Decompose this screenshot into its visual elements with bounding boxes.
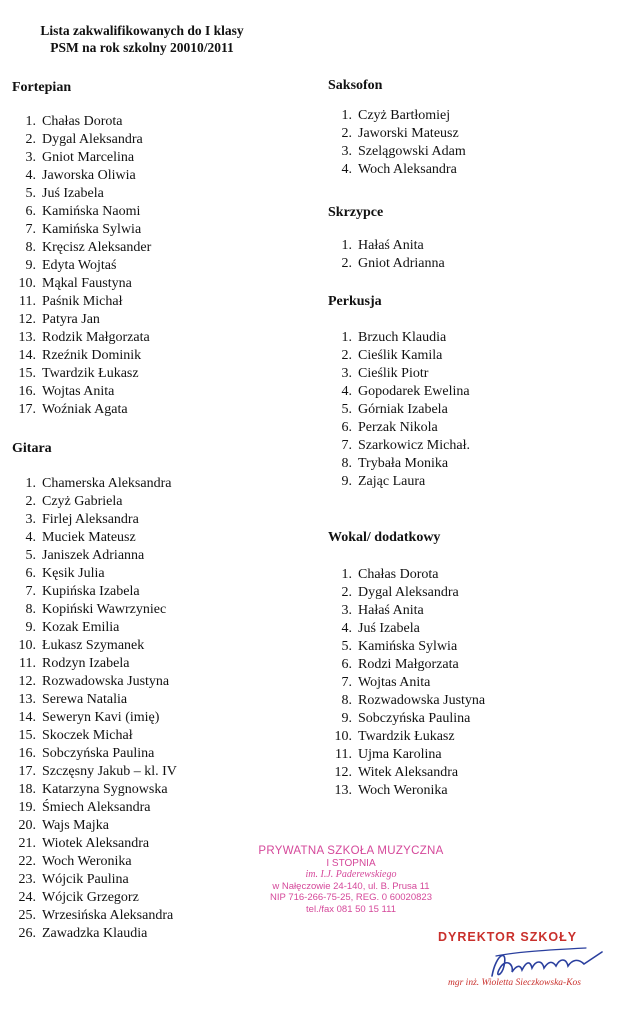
list-item-number: 1. <box>25 476 36 491</box>
stamp-patron: im. I.J. Paderewskiego <box>305 869 397 880</box>
list-item-name: Trybała Monika <box>358 456 449 471</box>
list-item-number: 13. <box>334 783 352 798</box>
list-item-number: 4. <box>25 168 36 183</box>
list-item <box>12 871 177 889</box>
list-item-name: Szczęsny Jakub – kl. IV <box>42 764 177 779</box>
list-item <box>328 710 485 728</box>
list-item <box>12 925 177 943</box>
list-item <box>328 746 485 764</box>
list-item-number: 18. <box>18 782 36 797</box>
list-item <box>12 383 151 401</box>
stamp-phone: tel./fax 081 50 15 111 <box>306 903 396 915</box>
list-item <box>12 853 177 871</box>
list-item-name: Kamińska Naomi <box>42 204 141 219</box>
list-item <box>328 161 466 179</box>
list-item <box>328 782 485 800</box>
list-item-number: 15. <box>18 366 36 381</box>
list-item <box>12 655 177 673</box>
list-item-number: 12. <box>18 312 36 327</box>
list-item <box>12 817 177 835</box>
list-item-name: Hałaś Anita <box>358 603 424 618</box>
list-item-name: Kopiński Wawrzyniec <box>42 602 167 617</box>
list-item <box>12 221 151 239</box>
list-item <box>12 799 177 817</box>
list-item-number: 9. <box>25 620 36 635</box>
list-item <box>12 347 151 365</box>
list-item-name: Cieślik Kamila <box>358 348 443 363</box>
list-item-name: Śmiech Aleksandra <box>42 800 151 815</box>
list-item-name: Edyta Wojtaś <box>42 258 117 273</box>
list-item <box>12 167 151 185</box>
list-item <box>328 692 485 710</box>
list-item-name: Szelągowski Adam <box>358 144 466 159</box>
list-item <box>12 185 151 203</box>
list-item-name: Rozwadowska Justyna <box>358 693 486 708</box>
list-item-name: Zając Laura <box>358 474 426 489</box>
director-title: DYREKTOR SZKOŁY <box>438 930 578 944</box>
list-item-name: Kęsik Julia <box>42 566 105 581</box>
list-item-name: Dygal Aleksandra <box>42 132 143 147</box>
list-item-number: 5. <box>25 186 36 201</box>
list-item <box>12 691 177 709</box>
list-item <box>12 835 177 853</box>
list-item-number: 26. <box>18 926 36 941</box>
list-item-number: 8. <box>25 602 36 617</box>
list-item-number: 2. <box>341 348 352 363</box>
list-item-number: 11. <box>19 294 36 309</box>
stamp-nip-reg: NIP 716-266-75-25, REG. 0 60020823 <box>270 892 432 903</box>
section-heading: Perkusja <box>328 294 382 309</box>
list-item-number: 3. <box>341 144 352 159</box>
list-item-number: 14. <box>18 710 36 725</box>
list-item-name: Dygal Aleksandra <box>358 585 459 600</box>
list-item-number: 7. <box>341 675 352 690</box>
name-list <box>328 237 445 273</box>
list-item-number: 3. <box>25 512 36 527</box>
list-item <box>12 401 151 419</box>
list-item <box>328 620 485 638</box>
list-item-name: Serewa Natalia <box>42 692 128 707</box>
list-item <box>328 602 485 620</box>
list-item-name: Rodzi Małgorzata <box>358 657 459 672</box>
list-item-name: Górniak Izabela <box>358 402 448 417</box>
list-item <box>12 475 177 493</box>
list-item <box>12 619 177 637</box>
list-item-name: Hałaś Anita <box>358 238 424 253</box>
list-item-number: 4. <box>341 162 352 177</box>
list-item-name: Paśnik Michał <box>42 294 123 309</box>
section-heading: Fortepian <box>12 80 72 95</box>
list-item-name: Seweryn Kavi (imię) <box>42 710 160 725</box>
list-item-number: 16. <box>18 746 36 761</box>
list-item-name: Kupińska Izabela <box>42 584 140 599</box>
list-item <box>328 728 485 746</box>
list-item-name: Kozak Emilia <box>42 620 120 635</box>
name-list <box>12 113 151 419</box>
list-item <box>12 673 177 691</box>
list-item-name: Woch Weronika <box>42 854 132 869</box>
section-heading: Skrzypce <box>328 205 384 220</box>
list-item-name: Chałas Dorota <box>42 114 123 129</box>
stamp-level: I STOPNIA <box>326 857 376 869</box>
list-item-number: 6. <box>341 657 352 672</box>
list-item-name: Patyra Jan <box>42 312 100 327</box>
list-item-number: 8. <box>341 456 352 471</box>
list-item-number: 12. <box>18 674 36 689</box>
document-title <box>22 22 262 56</box>
section-wokal <box>328 529 485 800</box>
list-item <box>12 257 151 275</box>
section-fortepian <box>12 79 151 419</box>
list-item-number: 11. <box>335 747 352 762</box>
list-item-name: Wójcik Grzegorz <box>42 890 139 905</box>
stamp-address: w Nałęczowie 24-140, ul. B. Prusa 11 <box>272 880 430 892</box>
section-heading: Saksofon <box>328 78 383 93</box>
list-item-number: 5. <box>341 402 352 417</box>
list-item-name: Juś Izabela <box>42 186 104 201</box>
director-name: mgr inż. Wioletta Sieczkowska-Kos <box>448 978 581 988</box>
list-item-name: Rzeźnik Dominik <box>42 348 142 363</box>
list-item-name: Wajs Majka <box>42 818 109 833</box>
list-item-name: Wiotek Aleksandra <box>42 836 150 851</box>
list-item-name: Rodzik Małgorzata <box>42 330 150 345</box>
list-item-number: 9. <box>341 711 352 726</box>
list-item-number: 10. <box>18 638 36 653</box>
list-item <box>328 125 466 143</box>
list-item <box>328 383 470 401</box>
list-item <box>328 584 485 602</box>
list-item-name: Woch Aleksandra <box>358 162 457 177</box>
list-item-name: Łukasz Szymanek <box>42 638 145 653</box>
list-item-name: Woch Weronika <box>358 783 448 798</box>
list-item <box>328 764 485 782</box>
list-item-name: Muciek Mateusz <box>42 530 136 545</box>
list-item-number: 3. <box>25 150 36 165</box>
list-item-name: Janiszek Adrianna <box>42 548 145 563</box>
list-item-number: 2. <box>25 132 36 147</box>
list-item-name: Kręcisz Aleksander <box>42 240 152 255</box>
list-item <box>12 781 177 799</box>
list-item-number: 3. <box>341 366 352 381</box>
list-item-number: 8. <box>25 240 36 255</box>
list-item <box>12 565 177 583</box>
title-line-2: PSM na rok szkolny 20010/2011 <box>50 40 234 55</box>
list-item-number: 8. <box>341 693 352 708</box>
list-item <box>12 709 177 727</box>
list-item-number: 1. <box>25 114 36 129</box>
list-item <box>328 656 485 674</box>
list-item-name: Juś Izabela <box>358 621 420 636</box>
list-item <box>12 293 151 311</box>
list-item-number: 2. <box>341 256 352 271</box>
list-item-name: Czyż Gabriela <box>42 494 123 509</box>
list-item <box>12 113 151 131</box>
list-item-name: Gniot Marcelina <box>42 150 135 165</box>
list-item-name: Kamińska Sylwia <box>42 222 142 237</box>
list-item-name: Mąkal Faustyna <box>42 276 132 291</box>
list-item <box>328 638 485 656</box>
list-item-number: 13. <box>18 692 36 707</box>
list-item-name: Wrzesińska Aleksandra <box>42 908 174 923</box>
section-skrzypce <box>328 204 445 273</box>
list-item-name: Skoczek Michał <box>42 728 133 743</box>
list-item-number: 6. <box>25 566 36 581</box>
list-item-number: 2. <box>341 585 352 600</box>
list-item-name: Czyż Bartłomiej <box>358 108 451 123</box>
list-item <box>328 437 470 455</box>
list-item-number: 9. <box>341 474 352 489</box>
section-perkusja <box>328 293 470 491</box>
list-item-number: 6. <box>25 204 36 219</box>
list-item-number: 1. <box>341 108 352 123</box>
list-item-number: 5. <box>25 548 36 563</box>
list-item <box>328 455 470 473</box>
list-item-number: 15. <box>18 728 36 743</box>
list-item-number: 20. <box>18 818 36 833</box>
list-item-name: Ujma Karolina <box>358 747 442 762</box>
list-item <box>12 149 151 167</box>
list-item-name: Rozwadowska Justyna <box>42 674 170 689</box>
list-item-number: 5. <box>341 639 352 654</box>
name-list <box>328 329 470 491</box>
list-item-number: 17. <box>18 764 36 779</box>
list-item-number: 21. <box>18 836 36 851</box>
list-item <box>328 237 445 255</box>
list-item <box>328 401 470 419</box>
list-item-number: 24. <box>18 890 36 905</box>
list-item-name: Wójcik Paulina <box>42 872 129 887</box>
list-item-name: Zawadzka Klaudia <box>42 926 148 941</box>
school-stamp <box>246 846 456 915</box>
list-item-name: Wojtas Anita <box>358 675 431 690</box>
section-gitara <box>12 440 177 943</box>
list-item-number: 4. <box>25 530 36 545</box>
list-item-name: Sobczyńska Paulina <box>358 711 471 726</box>
list-item <box>328 347 470 365</box>
list-item-number: 6. <box>341 420 352 435</box>
list-item <box>12 131 151 149</box>
list-item-number: 1. <box>341 330 352 345</box>
list-item <box>328 255 445 273</box>
list-item-name: Firlej Aleksandra <box>42 512 139 527</box>
section-heading: Wokal/ dodatkowy <box>328 530 441 545</box>
list-item-name: Sobczyńska Paulina <box>42 746 155 761</box>
list-item-number: 4. <box>341 621 352 636</box>
list-item <box>12 601 177 619</box>
list-item-number: 3. <box>341 603 352 618</box>
list-item <box>12 907 177 925</box>
list-item <box>12 547 177 565</box>
list-item-number: 4. <box>341 384 352 399</box>
list-item <box>12 275 151 293</box>
list-item-number: 7. <box>25 222 36 237</box>
list-item-number: 2. <box>341 126 352 141</box>
list-item <box>328 566 485 584</box>
list-item <box>328 674 485 692</box>
list-item-name: Twardzik Łukasz <box>358 729 455 744</box>
list-item-name: Twardzik Łukasz <box>42 366 139 381</box>
list-item-number: 10. <box>334 729 352 744</box>
title-line-1: Lista zakwalifikowanych do I klasy <box>40 23 244 38</box>
list-item <box>328 365 470 383</box>
list-item-number: 12. <box>334 765 352 780</box>
list-item <box>12 583 177 601</box>
list-item-name: Gniot Adrianna <box>358 256 445 271</box>
list-item-name: Kamińska Sylwia <box>358 639 458 654</box>
list-item-number: 9. <box>25 258 36 273</box>
list-item <box>12 203 151 221</box>
list-item <box>12 763 177 781</box>
list-item-number: 16. <box>18 384 36 399</box>
list-item <box>328 473 470 491</box>
list-item-number: 23. <box>18 872 36 887</box>
list-item-name: Witek Aleksandra <box>358 765 459 780</box>
list-item-name: Katarzyna Sygnowska <box>42 782 168 797</box>
list-item-name: Perzak Nikola <box>358 420 438 435</box>
list-item <box>12 365 151 383</box>
section-heading: Gitara <box>12 441 52 456</box>
list-item-number: 19. <box>18 800 36 815</box>
list-item-number: 1. <box>341 238 352 253</box>
list-item-name: Jaworski Mateusz <box>358 126 459 141</box>
name-list <box>328 566 485 800</box>
handwritten-signature <box>486 946 606 982</box>
list-item <box>12 637 177 655</box>
list-item <box>12 529 177 547</box>
list-item <box>328 329 470 347</box>
stamp-school-name: PRYWATNA SZKOŁA MUZYCZNA <box>258 845 444 857</box>
list-item-number: 7. <box>341 438 352 453</box>
name-list <box>12 475 177 943</box>
list-item-number: 2. <box>25 494 36 509</box>
list-item <box>12 493 177 511</box>
list-item-name: Szarkowicz Michał. <box>358 438 470 453</box>
list-item-name: Cieślik Piotr <box>358 366 429 381</box>
list-item <box>12 889 177 907</box>
list-item-name: Jaworska Oliwia <box>42 168 136 183</box>
list-item-name: Rodzyn Izabela <box>42 656 130 671</box>
list-item <box>12 745 177 763</box>
list-item <box>12 311 151 329</box>
list-item-number: 10. <box>18 276 36 291</box>
list-item-name: Chałas Dorota <box>358 567 439 582</box>
list-item <box>12 329 151 347</box>
list-item-number: 7. <box>25 584 36 599</box>
list-item-number: 14. <box>18 348 36 363</box>
list-item-number: 25. <box>18 908 36 923</box>
list-item-name: Woźniak Agata <box>42 402 128 417</box>
list-item-name: Wojtas Anita <box>42 384 115 399</box>
list-item <box>12 511 177 529</box>
list-item-number: 22. <box>18 854 36 869</box>
section-saksofon <box>328 77 466 179</box>
list-item-number: 11. <box>19 656 36 671</box>
list-item <box>12 239 151 257</box>
list-item <box>328 419 470 437</box>
list-item <box>328 143 466 161</box>
name-list <box>328 107 466 179</box>
list-item-number: 13. <box>18 330 36 345</box>
list-item-name: Chamerska Aleksandra <box>42 476 172 491</box>
list-item <box>12 727 177 745</box>
list-item-name: Gopodarek Ewelina <box>358 384 470 399</box>
list-item-number: 17. <box>18 402 36 417</box>
list-item <box>328 107 466 125</box>
list-item-number: 1. <box>341 567 352 582</box>
list-item-name: Brzuch Klaudia <box>358 330 447 345</box>
